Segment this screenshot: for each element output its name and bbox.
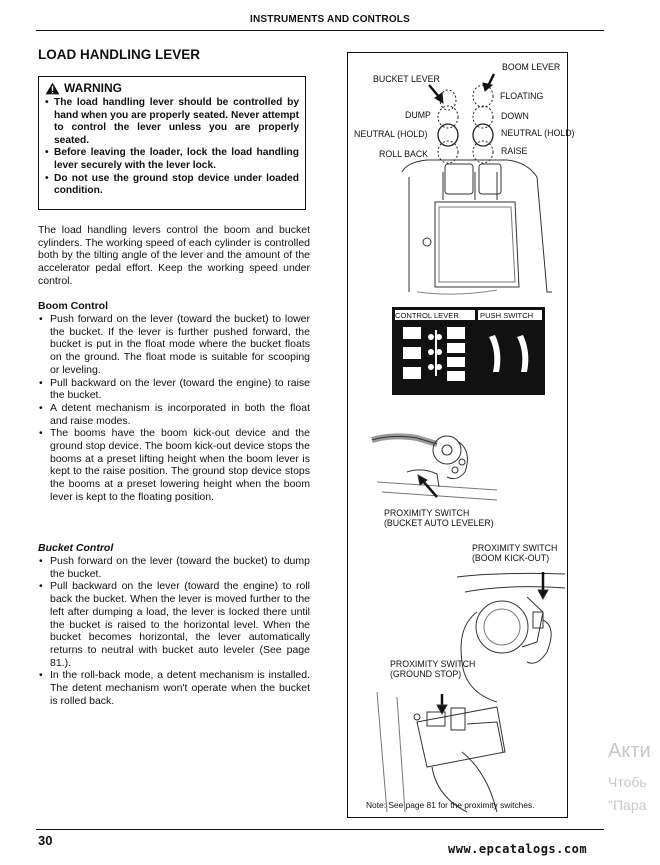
label-prox-ground-a: PROXIMITY SWITCH [390,659,476,669]
label-roll-back: ROLL BACK [379,149,429,159]
lever-console-illustration [402,160,552,294]
lever-positions [438,85,493,163]
watermark-url: www.epcatalogs.com [448,842,588,856]
bucket-auto-leveler-illustration [372,436,497,500]
warning-title: WARNING [64,81,122,95]
overlay-line-2: Чтобь [608,774,647,790]
list-item: • Push forward on the lever (toward the bucket) to lower the bucket. If the lever is further pushed forward, the bucket is put in the float mode where the bucket floats on the ground. The float mode is suitable for scooping or leveling. [38,313,310,377]
boom-control-heading: Boom Control [38,300,108,312]
decal-control-lever: CONTROL LEVER [395,311,459,320]
bucket-control-heading: Bucket Control [38,542,114,554]
page-header: INSTRUMENTS AND CONTROLS [250,14,410,25]
intro-paragraph: The load handling levers control the boom and bucket cylinders. The working speed of each cylinder is controlled both by the tilting angle of the lever and the amount of the accelerator pedal effort. Keep the working speed under control. [38,224,310,287]
warning-item: • Before leaving the loader, lock the load handling lever securely with the lever lock. [45,147,299,172]
header-divider [36,30,604,31]
bucket-control-list [38,555,310,707]
figure-note: Note: See page 81 for the proximity switches. [366,800,535,810]
overlay-line-1: Акти [608,740,651,762]
label-prox-boom-a: PROXIMITY SWITCH [472,543,558,553]
boom-control-list [38,313,310,504]
page-number: 30 [38,833,53,848]
list-item: • Pull backward on the lever (toward the engine) to roll back the bucket. When the lever is moved further to the left after dumping a load, the lever is locked there until the bucket is raised to the horizontal level. When the bucket becomes horizontal, the lever automatically returns to neutral with bucket auto leveler (See page 81.). [38,580,310,669]
label-prox-ground-b: (GROUND STOP) [390,669,462,679]
label-dump: DUMP [405,110,431,120]
list-item: • The booms have the boom kick-out device and the ground stop device. The boom kick-out device stops the booms at a preset lifting height when the boom lever is kept to the raise position. The ground stop device stops the booms at a preset lowering height when the boom lever is kept to the floating position. [38,427,310,503]
warning-heading [45,81,299,95]
label-prox-bucket-b: (BUCKET AUTO LEVELER) [384,518,494,528]
ground-stop-illustration [377,692,505,812]
control-decal-illustration [392,307,545,395]
label-raise: RAISE [501,146,528,156]
boom-kickout-illustration [457,572,565,702]
bucket-control-section [38,555,310,707]
overlay-line-3: "Пара [608,797,647,813]
label-neutral-hold-right: NEUTRAL (HOLD) [501,128,575,138]
label-down: DOWN [501,111,529,121]
list-item: • A detent mechanism is incorporated in both the float and raise modes. [38,402,310,427]
decal-push-switch: PUSH SWITCH [480,311,534,320]
boom-control-section [38,313,310,504]
label-boom-lever: BOOM LEVER [502,62,561,72]
list-item: • Pull backward on the lever (toward the engine) to raise the bucket. [38,377,310,402]
label-floating: FLOATING [500,91,544,101]
warning-item: • Do not use the ground stop device under loaded condition. [45,173,299,198]
warning-list [45,97,299,198]
warning-item: • The load handling lever should be controlled by hand when you are properly seated. Never attempt to control the lever unless you are properly seated. [45,97,299,147]
warning-box [38,76,306,210]
label-prox-boom-b: (BOOM KICK-OUT) [472,553,550,563]
footer-divider [36,829,604,830]
figure-illustrations [347,52,566,816]
label-bucket-lever: BUCKET LEVER [373,74,440,84]
label-neutral-hold-left: NEUTRAL (HOLD) [354,129,428,139]
warning-triangle-icon [45,82,60,95]
list-item: • In the roll-back mode, a detent mechanism is installed. The detent mechanism won't operate when the bucket is rolled back. [38,669,310,707]
list-item: • Push forward on the lever (toward the bucket) to dump the bucket. [38,555,310,580]
section-title: LOAD HANDLING LEVER [38,47,200,62]
label-prox-bucket-a: PROXIMITY SWITCH [384,508,470,518]
